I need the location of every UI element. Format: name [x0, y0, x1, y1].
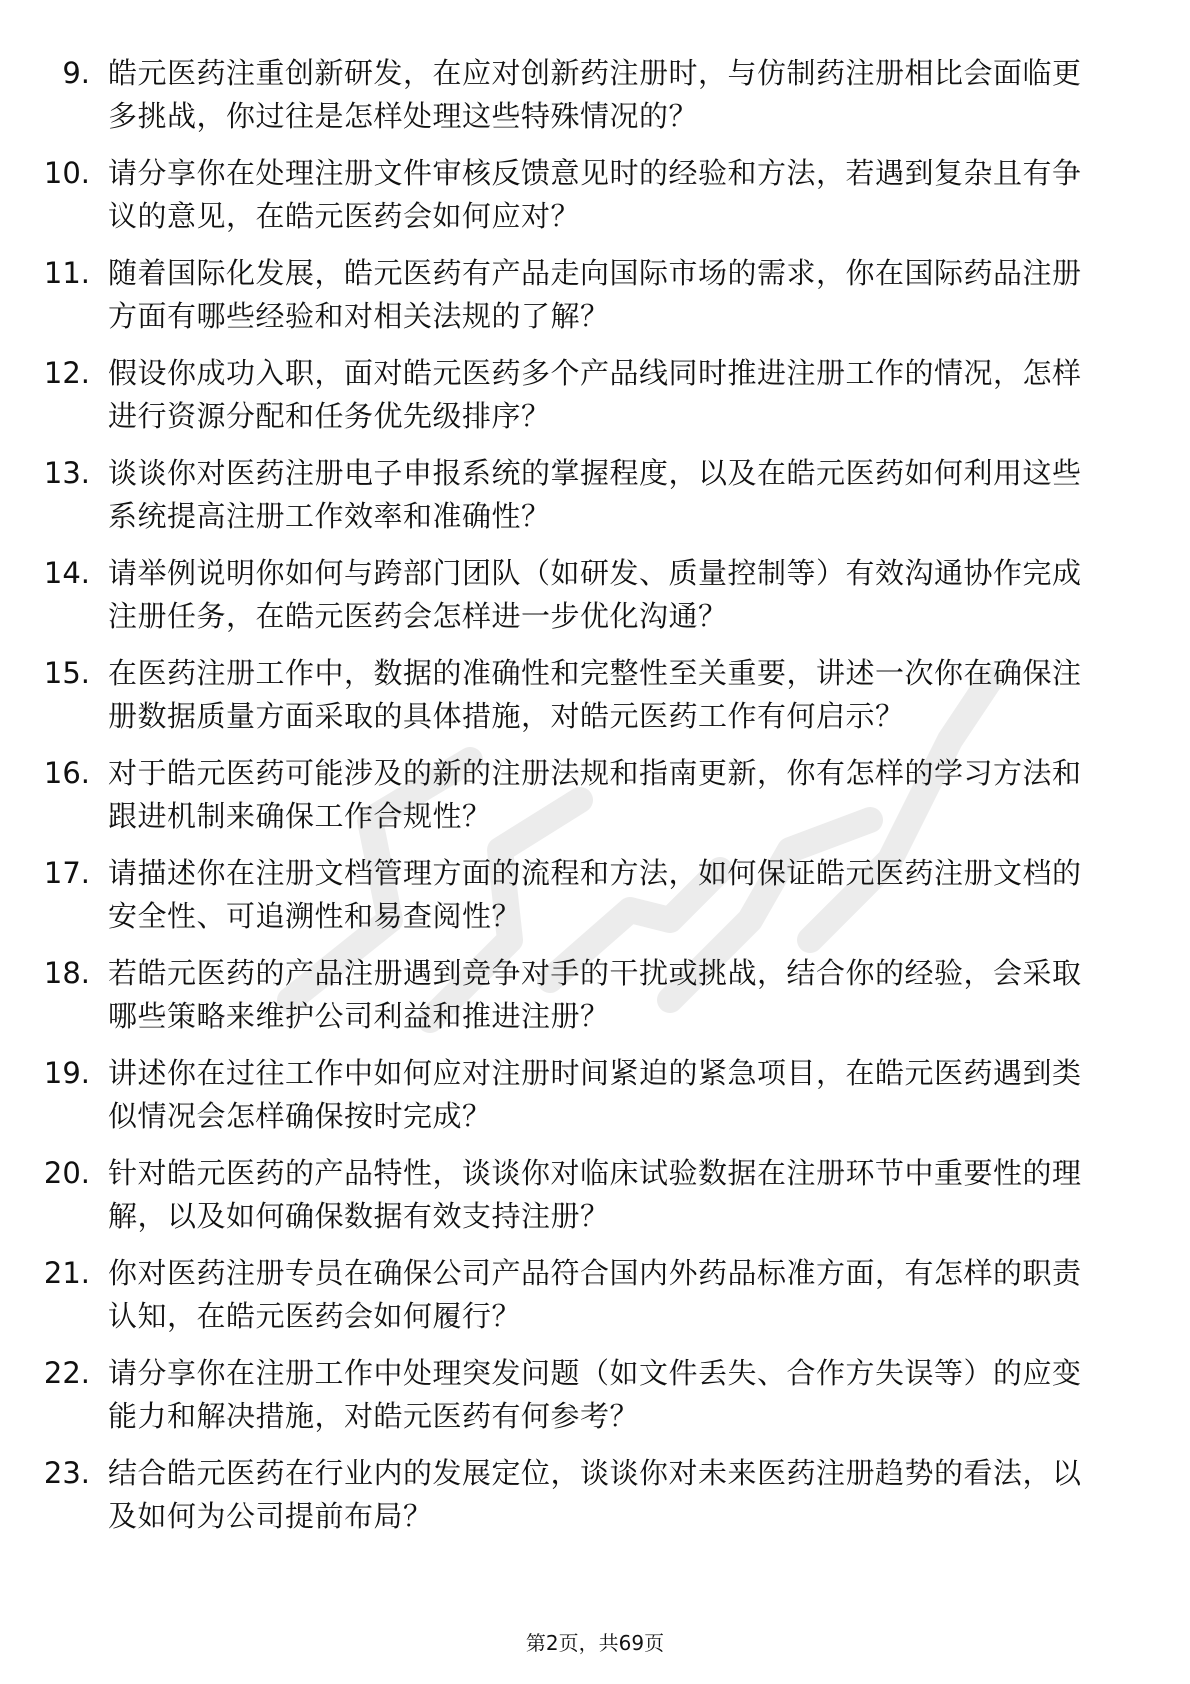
question-item: [0, 752, 1190, 838]
question-list: [0, 52, 1190, 1552]
question-text: 随着国际化发展，皓元医药有产品走向国际市场的需求，你在国际药品注册方面有哪些经验和对相关法规的了解？: [108, 256, 1082, 333]
question-number: 17.: [43, 856, 90, 890]
question-item: [0, 152, 1190, 238]
question-text: 对于皓元医药可能涉及的新的注册法规和指南更新，你有怎样的学习方法和跟进机制来确保工作合规性？: [108, 756, 1082, 833]
question-item: [0, 852, 1190, 938]
question-number: 16.: [43, 756, 90, 790]
question-item: [0, 252, 1190, 338]
question-item: [0, 1152, 1190, 1238]
question-item: [0, 1052, 1190, 1138]
question-text: 讲述你在过往工作中如何应对注册时间紧迫的紧急项目，在皓元医药遇到类似情况会怎样确保按时完成？: [108, 1056, 1082, 1133]
question-number: 22.: [43, 1356, 90, 1390]
question-item: [0, 452, 1190, 538]
question-item: [0, 1252, 1190, 1338]
question-number: 12.: [43, 356, 90, 390]
question-text: 皓元医药注重创新研发，在应对创新药注册时，与仿制药注册相比会面临更多挑战，你过往是怎样处理这些特殊情况的？: [108, 56, 1082, 133]
question-text: 结合皓元医药在行业内的发展定位，谈谈你对未来医药注册趋势的看法，以及如何为公司提前布局？: [108, 1456, 1082, 1533]
question-text: 请分享你在注册工作中处理突发问题（如文件丢失、合作方失误等）的应变能力和解决措施，对皓元医药有何参考？: [108, 1356, 1082, 1433]
question-text: 请举例说明你如何与跨部门团队（如研发、质量控制等）有效沟通协作完成注册任务，在皓元医药会怎样进一步优化沟通？: [108, 556, 1082, 633]
question-number: 18.: [43, 956, 90, 990]
question-text: 若皓元医药的产品注册遇到竞争对手的干扰或挑战，结合你的经验，会采取哪些策略来维护公司利益和推进注册？: [108, 956, 1082, 1033]
question-text: 针对皓元医药的产品特性，谈谈你对临床试验数据在注册环节中重要性的理解，以及如何确保数据有效支持注册？: [108, 1156, 1082, 1233]
question-item: [0, 652, 1190, 738]
question-text: 你对医药注册专员在确保公司产品符合国内外药品标准方面，有怎样的职责认知，在皓元医药会如何履行？: [108, 1256, 1082, 1333]
page-number-footer: 第2页，共69页: [525, 1631, 665, 1655]
question-text: 假设你成功入职，面对皓元医药多个产品线同时推进注册工作的情况，怎样进行资源分配和任务优先级排序？: [108, 356, 1082, 433]
question-item: [0, 952, 1190, 1038]
question-number: 13.: [43, 456, 90, 490]
question-number: 14.: [43, 556, 90, 590]
question-number: 9.: [62, 56, 90, 90]
question-text: 请分享你在处理注册文件审核反馈意见时的经验和方法，若遇到复杂且有争议的意见，在皓元医药会如何应对？: [108, 156, 1082, 233]
question-text: 在医药注册工作中，数据的准确性和完整性至关重要，讲述一次你在确保注册数据质量方面采取的具体措施，对皓元医药工作有何启示？: [108, 656, 1082, 733]
question-number: 10.: [43, 156, 90, 190]
question-item: [0, 352, 1190, 438]
question-item: [0, 1352, 1190, 1438]
question-item: [0, 52, 1190, 138]
question-item: [0, 1452, 1190, 1538]
question-text: 请描述你在注册文档管理方面的流程和方法，如何保证皓元医药注册文档的安全性、可追溯性和易查阅性？: [108, 856, 1082, 933]
question-number: 15.: [43, 656, 90, 690]
question-number: 20.: [43, 1156, 90, 1190]
question-number: 11.: [43, 256, 90, 290]
question-number: 19.: [43, 1056, 90, 1090]
question-number: 23.: [43, 1456, 90, 1490]
question-text: 谈谈你对医药注册电子申报系统的掌握程度，以及在皓元医药如何利用这些系统提高注册工作效率和准确性？: [108, 456, 1082, 533]
question-item: [0, 552, 1190, 638]
question-number: 21.: [43, 1256, 90, 1290]
